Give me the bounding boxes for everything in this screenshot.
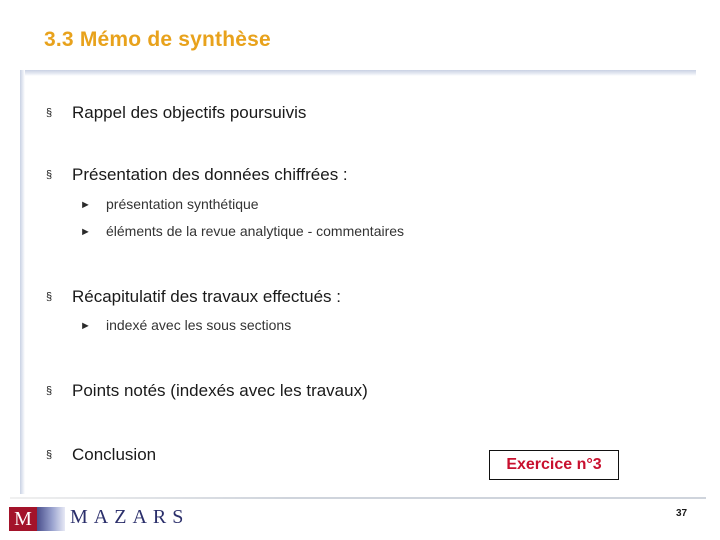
triangle-bullet-icon: ► xyxy=(80,199,91,211)
triangle-bullet-icon: ► xyxy=(80,320,91,332)
bullet-item-points-noted xyxy=(46,381,368,401)
logo-wordmark: MAZARS xyxy=(70,506,190,528)
square-bullet-icon: § xyxy=(46,449,53,461)
square-bullet-icon: § xyxy=(46,107,53,119)
square-bullet-icon: § xyxy=(46,169,53,181)
mazars-logo-icon xyxy=(9,507,65,531)
square-bullet-icon: § xyxy=(46,385,53,397)
bullet-item-works-summary xyxy=(46,287,341,307)
triangle-bullet-icon: ► xyxy=(80,226,91,238)
item-label: Conclusion xyxy=(72,445,157,464)
item-label: Présentation des données chiffrées : xyxy=(72,165,348,184)
sub-item-label: présentation synthétique xyxy=(106,196,259,212)
sub-item-label: éléments de la revue analytique - commentaires xyxy=(106,223,405,239)
sub-item-indexed xyxy=(80,317,291,333)
page-number: 37 xyxy=(676,508,688,519)
bullet-item-figures xyxy=(46,165,348,185)
sub-item-label: indexé avec les sous sections xyxy=(106,317,292,333)
slide-title: 3.3 Mémo de synthèse xyxy=(44,28,271,51)
logo-mark-letter: M xyxy=(9,507,37,531)
item-label: Rappel des objectifs poursuivis xyxy=(72,103,307,122)
sub-item-analytic-review xyxy=(80,223,404,239)
square-bullet-icon: § xyxy=(46,291,53,303)
frame-top-border xyxy=(20,70,696,76)
exercise-label-box: Exercice n°3 xyxy=(489,450,619,480)
bullet-item-conclusion xyxy=(46,445,156,465)
frame-left-border xyxy=(20,70,25,494)
footer-divider xyxy=(10,497,706,499)
item-label: Points notés (indexés avec les travaux) xyxy=(72,381,368,400)
item-label: Récapitulatif des travaux effectués : xyxy=(72,287,342,306)
logo-gradient-block xyxy=(37,507,65,531)
sub-item-synthetic xyxy=(80,196,259,212)
bullet-item-objectives xyxy=(46,103,306,123)
